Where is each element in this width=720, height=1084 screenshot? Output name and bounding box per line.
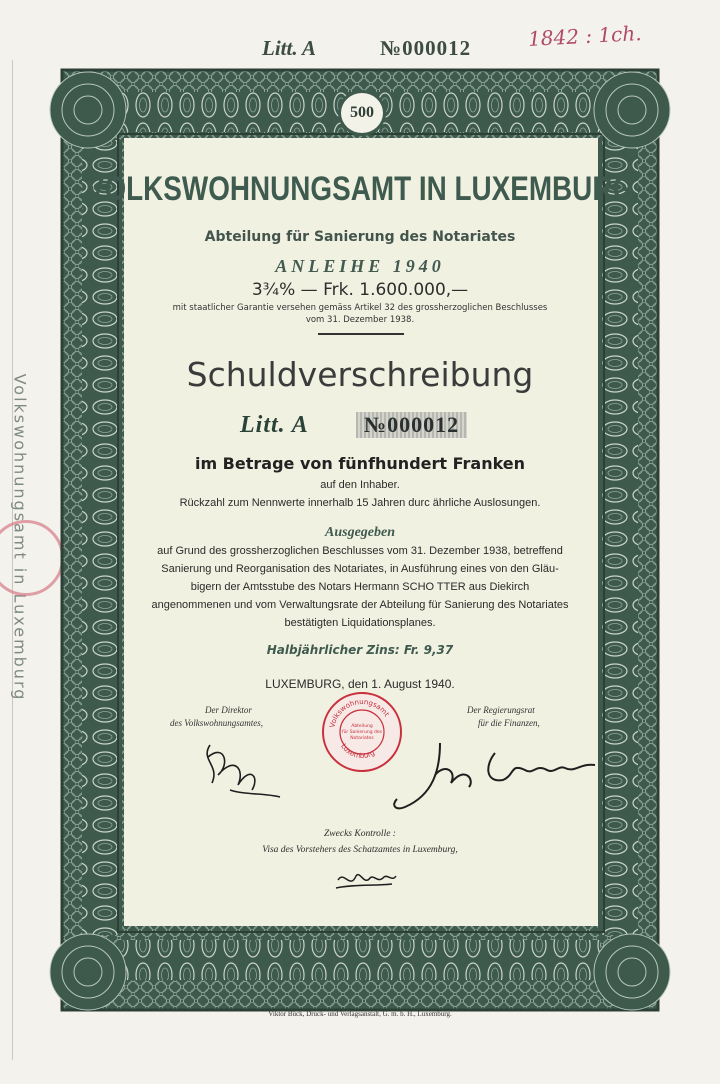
seal-line: für Sanierung des bbox=[341, 730, 383, 735]
body-line: Sanierung und Reorganisation des Notariates, in Ausführung eines von den Gläu- bbox=[161, 563, 559, 575]
body-line: bigern der Amtsstube des Notars Hermann SCHO TTER aus Diekirch bbox=[190, 581, 530, 593]
face-value: im Betrage von fünfhundert Franken bbox=[194, 454, 526, 473]
printer-imprint: Viktor Bück, Druck- und Verlagsanstalt, G. m. b. H., Luxemburg. bbox=[268, 1010, 452, 1018]
minister-signature-icon bbox=[385, 735, 615, 820]
issued-heading: Ausgegeben bbox=[325, 525, 395, 540]
bearer-line: auf den Inhaber. bbox=[320, 479, 400, 491]
serial-number: №000012 bbox=[356, 412, 467, 438]
director-label-2: des Volkswohnungsamtes, bbox=[170, 718, 263, 728]
seal-line: Abteilung bbox=[351, 724, 373, 729]
guarantee-line-2: vom 31. Dezember 1938. bbox=[305, 315, 415, 325]
loan-amount: 3¾% — Frk. 1.600.000,— bbox=[251, 280, 469, 300]
issuer-title: VOLKSWOHNUNGSAMT IN LUXEMBURG bbox=[85, 170, 635, 208]
interest-line: Halbjährlicher Zins: Fr. 9,37 bbox=[266, 643, 454, 657]
director-label: Der Direktor bbox=[205, 705, 252, 715]
svg-text:Luxemburg bbox=[339, 742, 376, 760]
edge-stub-text: Volkswohnungsamt in Luxemburg bbox=[10, 373, 30, 702]
government-label: Der Regierungsrat bbox=[467, 705, 535, 715]
treasury-signature-icon bbox=[330, 862, 400, 898]
place-date: LUXEMBURG, den 1. August 1940. bbox=[265, 677, 455, 691]
loan-title: ANLEIHE 1940 bbox=[275, 256, 445, 276]
body-line: bestätigten Liquidationsplanes. bbox=[284, 617, 436, 629]
government-label-2: für die Finanzen, bbox=[478, 718, 540, 728]
treasury-visa-label: Visa des Vorstehers des Schatzamtes in Luxemburg, bbox=[262, 845, 458, 855]
pencil-annotation: 1842 : 1ch. bbox=[527, 21, 643, 51]
seal-bottom-text: Luxemburg bbox=[339, 742, 377, 761]
top-litt: Litt. A bbox=[262, 36, 317, 60]
seal-top-text: Volkswohnungsamt bbox=[328, 697, 391, 729]
control-label: Zwecks Kontrolle : bbox=[324, 829, 396, 839]
body-line: auf Grund des grossherzoglichen Beschlusses vom 31. Dezember 1938, betreffend bbox=[157, 545, 563, 557]
body-line: angenommenen und vom Verwaltungsrate der Abteilung für Sanierung des Notariates bbox=[151, 599, 569, 611]
denomination-badge: 500 bbox=[338, 90, 386, 136]
department: Abteilung für Sanierung des Notariates bbox=[204, 229, 516, 245]
repayment-line: Rückzahl zum Nennwerte innerhalb 15 Jahren durc ährliche Auslosungen. bbox=[179, 497, 541, 509]
document-type: Schuldverschreibung bbox=[186, 355, 534, 394]
top-serial-number: №000012 bbox=[380, 36, 472, 60]
litt-text: Litt. A bbox=[240, 412, 309, 438]
seal-line: Notariates bbox=[350, 736, 374, 741]
director-signature-icon bbox=[190, 735, 290, 805]
guarantee-line-1: mit staatlicher Garantie versehen gemäss Artikel 32 des grossherzoglichen Beschlusses bbox=[172, 303, 548, 313]
litt-label bbox=[240, 412, 309, 439]
divider bbox=[318, 333, 404, 335]
